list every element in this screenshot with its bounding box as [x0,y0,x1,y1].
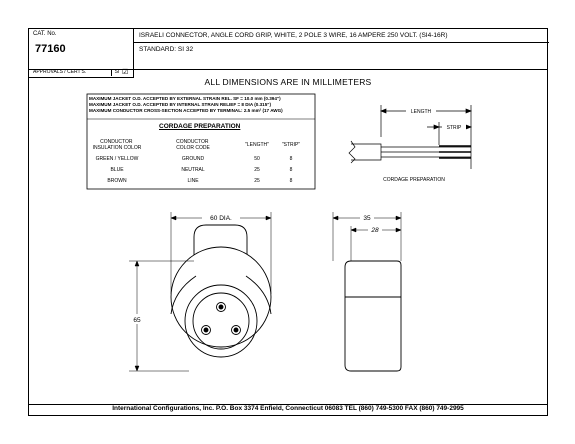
table-header-text [93,139,142,151]
table-cell: LINE [187,178,199,184]
catalog-number: 77160 [35,43,66,55]
company-address: International Configurations, Inc. P.O. Box 3374 Enfield, Connecticut 06083 TEL (860) 749-5300 FAX (860) 749-2995 [112,405,464,412]
note-line: MAXIMUM CONDUCTOR CROSS-SECTION ACCEPTED BY TERMINAL: 2.5 mm² (17 AWG) [89,108,283,113]
height-label: 65 [133,317,141,324]
inner-depth-label: 28 [371,227,379,234]
table-header-line: COLOR CODE [176,145,210,151]
diameter-label: 60 DIA. [210,215,232,222]
approvals-label: APPROVALS / CERT'S. [33,69,87,75]
drawing-frame [28,28,548,416]
table-header-line: CONDUCTOR [100,139,133,145]
connector-side-view [345,261,401,371]
table-cell: BROWN [107,178,127,184]
table-cell: 8 [289,178,293,184]
catalog-label: CAT. No. [33,31,57,37]
table-cell: 50 [254,156,260,162]
table-cell: GROUND [181,156,205,162]
standard-label: STANDARD: SI 32 [139,46,194,53]
connector-front-view [171,225,271,357]
table-cell: 8 [289,156,293,162]
approval-code: SI [111,69,122,76]
table-header-text [176,139,210,151]
length-label: LENGTH [410,109,432,115]
approval-check-icon: ☑ [122,69,129,76]
drawing-canvas [29,29,549,417]
table-cell: 25 [254,167,260,173]
table-cell: GREEN / YELLOW [95,156,139,162]
main-title: ALL DIMENSIONS ARE IN MILLIMETERS [204,77,372,87]
table-header-line: INSULATION COLOR [92,145,142,151]
cordage-title: CORDAGE PREPARATION [159,123,241,130]
table-cell: 25 [254,178,260,184]
strip-label: STRIP [446,125,462,131]
note-line: MAXIMUM JACKET O.D. ACCEPTED BY INTERNAL STRAIN RELIEF = 8 DIA (0.315") [89,102,271,107]
product-title: ISRAELI CONNECTOR, ANGLE CORD GRIP, WHITE, 2 POLE 3 WIRE, 16 AMPERE 250 VOLT. (SI4-16R) [139,32,448,39]
table-cell: NEUTRAL [181,167,205,173]
cordage-diagram-label: CORDAGE PREPARATION [383,177,445,183]
note-line: MAXIMUM JACKET O.D. ACCEPTED BY EXTERNAL STRAIN REL. SF = 10.0 mm (0.394") [89,96,281,101]
footer-bar [29,404,547,415]
table-header-length: "LENGTH" [245,142,269,148]
table-cell: BLUE [110,167,124,173]
depth-label: 35 [363,215,371,222]
table-header-line: CONDUCTOR [176,139,209,145]
table-cell: 8 [289,167,293,173]
table-header-strip: "STRIP" [281,142,301,148]
